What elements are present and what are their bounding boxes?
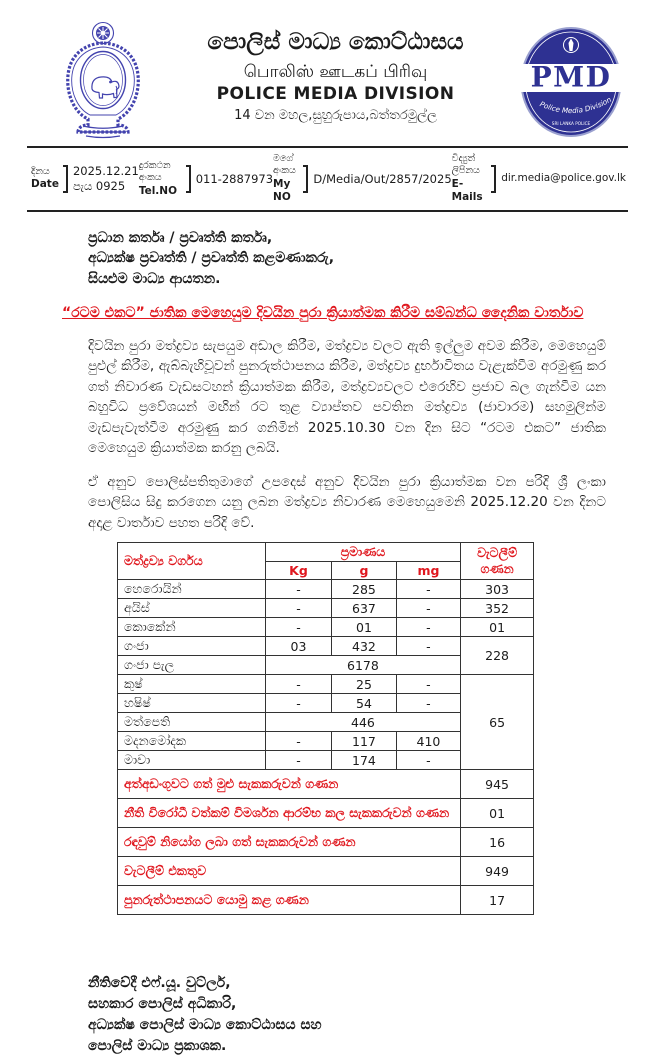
- letterhead: [25, 12, 628, 140]
- bracket-icon: [491, 165, 496, 193]
- drug-name: හෙරොයින්: [118, 580, 266, 599]
- mg-value: -: [396, 618, 460, 637]
- col-header-raids: [461, 543, 534, 580]
- summary-value: 17: [461, 886, 534, 915]
- drug-name: කොකේන්: [118, 618, 266, 637]
- bracket-icon: [63, 165, 68, 193]
- kg-value: 03: [265, 637, 332, 656]
- division-title-tamil: பொலிஸ் ஊடகப் பிரிவு: [243, 61, 428, 82]
- drug-name: මාවා: [118, 751, 266, 770]
- bracket-icon: [186, 165, 191, 193]
- signatory-rank: සහකාර පොලිස් අධිකාරි,: [88, 996, 237, 1013]
- summary-label: වැටලීම් එකතුව: [118, 857, 461, 886]
- date-label-sinhala: දිනය: [31, 165, 50, 177]
- date-label-english: Date: [31, 178, 59, 191]
- addressee-line-2: අධ්‍යක්ෂ ප්‍රවෘත්ති / ප්‍රවෘත්ති කළමණාකරු,: [88, 250, 335, 267]
- body-paragraph-1: දිවයින පුරා මත්ද්‍රව්‍ය සැපයුම අඩාල කිරීම, මත්ද්‍රව්‍ය වලට ඇති ඉල්ලුම අවම කිරීම, මෙහෙයුම් පුළුල් කිරීම, ඇබ්බැහිවූවන් පුනරුත්ථාපනය කිරීම, මත්ද්‍රව්‍ය දුර්භාවිතය වැළැක්වීම අරමුණු කර ගත් නිවාරණ වැඩසටහන් ක්‍රියාත්මක කිරීම, මත්ද්‍රව්‍යවලට එරෙහිව ප්‍රජාව බල ගැන්වීම යන බහුවිධ ප්‍රවේශයන් මඟින් රට තුළ ව්‍යාප්තව පවතින මත්ද්‍රව්‍ය (ජාවාරම) සහමුලින්ම මැඩපැවැත්වීම අරමුණු කර ගනිමින් 2025.10.30 වන දින සිට “රටම එකට” ජාතික මෙහෙයුම ක්‍රියාත්මක කරනු ලබයි.: [88, 337, 606, 457]
- email-label-english: E-Mails: [451, 177, 483, 204]
- mg-value: -: [396, 599, 460, 618]
- pmd-subtitle2: SRI LANKA POLICE: [551, 121, 591, 126]
- table-row: [118, 637, 534, 656]
- drug-name: මදනමෝදක: [118, 732, 266, 751]
- drug-name: කුෂ්: [118, 675, 266, 694]
- summary-label: රඳවුම් නියෝග ලබා ගත් සැකකරුවන් ගණන: [118, 828, 461, 857]
- drug-name: මත්පෙති: [118, 713, 266, 732]
- col-header-raids-line1: වැටලීම්: [477, 545, 518, 561]
- body-paragraph-2: ඒ අනුව පොලිස්පතිතුමාගේ උපදෙස් අනුව දිවයින පුරා ක්‍රියාත්මක වන පරිදි ශ්‍රී ලංකා පොලිසිය සිදු කරගෙන යනු ලබන මත්ද්‍රව්‍ය නිවාරණ මෙහෙයුමෙනි 2025.12.20 වන දිනට අදාළ වාර්තාව පහත පරිදි වේ.: [88, 473, 606, 531]
- drug-seizure-table: [117, 542, 534, 915]
- table-row: [118, 580, 534, 599]
- raids-value: 01: [461, 618, 534, 637]
- addressee-line-1: ප්‍රධාන කර්තෘ / ප්‍රවෘත්ති කර්තෘ,: [88, 229, 273, 246]
- pmd-logo-icon: [518, 26, 624, 138]
- col-header-kg: Kg: [265, 562, 332, 580]
- summary-value: 949: [461, 857, 534, 886]
- kg-value: -: [265, 751, 332, 770]
- col-header-raids-line2: ගණන: [480, 561, 514, 577]
- merged-count-value: 446: [265, 713, 460, 732]
- col-header-g: g: [332, 562, 396, 580]
- summary-row: [118, 828, 534, 857]
- g-value: 54: [332, 694, 396, 713]
- table-row: [118, 675, 534, 694]
- summary-row: [118, 799, 534, 828]
- kg-value: -: [265, 599, 332, 618]
- summary-value: 01: [461, 799, 534, 828]
- pmd-subtitle: Police Media Division: [538, 94, 613, 116]
- myno-label-english: My NO: [273, 177, 291, 204]
- raids-value: 228: [461, 637, 534, 675]
- reference-bar: [27, 146, 628, 212]
- signatory-title-2: පොලිස් මාධ්‍ය ප්‍රකාශක.: [88, 1038, 227, 1055]
- summary-label: නීති විරෝධී වත්කම් විමර්ශන ආරම්භ කල සැකකරුවන් ගණන: [118, 799, 461, 828]
- email-label-sinhala: විද්‍යුත් ලිපිනය: [451, 153, 480, 177]
- myno-group: [273, 153, 452, 205]
- kg-value: -: [265, 580, 332, 599]
- drug-name: ගංජා පැල: [118, 656, 266, 675]
- g-value: 637: [332, 599, 396, 618]
- tel-group: [139, 160, 273, 198]
- g-value: 432: [332, 637, 396, 656]
- email-value: dir.media@police.gov.lk: [501, 172, 626, 185]
- myno-label-sinhala: මගේ අංකය: [273, 153, 296, 177]
- subject-line: “රටම එකට” ජාතික මෙහෙයුම දිවයින පුරා ක්‍රියාත්මක කිරීම සම්බන්ධ දෛනික වාර්තාව: [62, 304, 584, 321]
- email-group: [452, 153, 626, 205]
- mg-value: 410: [396, 732, 460, 751]
- raids-value: 303: [461, 580, 534, 599]
- raids-value: 65: [461, 675, 534, 770]
- kg-value: -: [265, 694, 332, 713]
- g-value: 01: [332, 618, 396, 637]
- division-title-english: POLICE MEDIA DIVISION: [216, 84, 455, 105]
- mg-value: -: [396, 580, 460, 599]
- mg-value: -: [396, 637, 460, 656]
- kg-value: -: [265, 675, 332, 694]
- letterhead-titles: [153, 14, 518, 123]
- myno-value: D/Media/Out/2857/2025: [313, 171, 452, 186]
- drug-name: හෂිෂ්: [118, 694, 266, 713]
- table-row: [118, 599, 534, 618]
- summary-value: 16: [461, 828, 534, 857]
- tel-label-english: Tel.NO: [138, 184, 178, 197]
- kg-value: -: [265, 732, 332, 751]
- tel-value: 011-2887973: [195, 171, 274, 186]
- table-header-row-1: [118, 543, 534, 562]
- police-crest-icon: [53, 14, 153, 140]
- mg-value: -: [396, 751, 460, 770]
- mg-value: -: [396, 675, 460, 694]
- summary-row: [118, 857, 534, 886]
- addressee-block: [88, 228, 628, 289]
- time-value: පැය 0925: [72, 178, 126, 193]
- date-value: 2025.12.21: [72, 164, 139, 179]
- summary-label: පුනරුත්ථාපනයට යොමු කළ ගණන: [118, 886, 461, 915]
- g-value: 117: [332, 732, 396, 751]
- g-value: 174: [332, 751, 396, 770]
- drug-name: ගංජා: [118, 637, 266, 656]
- summary-value: 945: [461, 770, 534, 799]
- addressee-line-3: සියළුම මාධ්‍ය ආයතන.: [88, 270, 221, 287]
- summary-row: [118, 770, 534, 799]
- summary-label: අත්අඩංගුවට ගත් මුළු සැකකරුවන් ගණන: [118, 770, 461, 799]
- col-header-mg: mg: [396, 562, 460, 580]
- pmd-acronym: PMD: [530, 60, 612, 94]
- mg-value: -: [396, 694, 460, 713]
- signature-block: [88, 973, 628, 1057]
- col-header-quantity: ප්‍රමාණය: [265, 543, 460, 562]
- col-header-drug-type: මත්ද්‍රව්‍ය වර්ගය: [118, 543, 266, 580]
- signatory-name: නීතිවේදී එෆ්.යූ. වුට්ලර්,: [88, 975, 231, 992]
- summary-row: [118, 886, 534, 915]
- kg-value: -: [265, 618, 332, 637]
- bracket-icon: [303, 165, 308, 193]
- date-group: [31, 164, 139, 194]
- g-value: 285: [332, 580, 396, 599]
- tel-label-sinhala: දුරකථන අංකය: [138, 159, 171, 184]
- division-title-sinhala: පොලිස් මාධ්‍ය කොට්ඨාසය: [207, 29, 464, 55]
- drug-name: අයිස්: [118, 599, 266, 618]
- raids-value: 352: [461, 599, 534, 618]
- signatory-title-1: අධ්‍යක්ෂ පොලිස් මාධ්‍ය කොට්ඨාසය සහ: [88, 1017, 322, 1034]
- g-value: 25: [332, 675, 396, 694]
- table-row: [118, 618, 534, 637]
- merged-count-value: 6178: [265, 656, 460, 675]
- division-address: 14 වන මහල,සුහුරුපාය,බත්තරමුල්ල: [234, 107, 437, 123]
